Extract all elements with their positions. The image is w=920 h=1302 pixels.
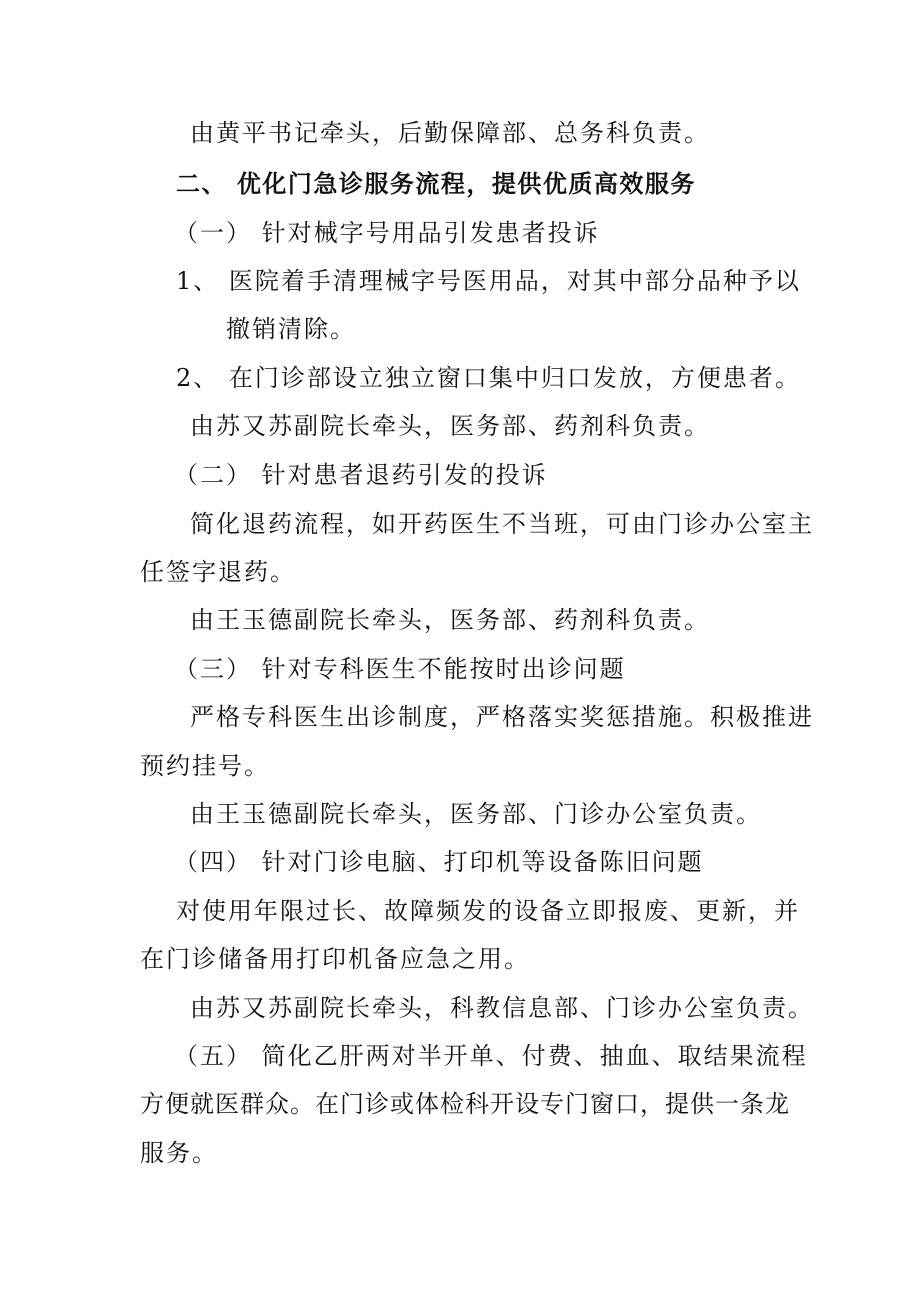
section-heading: 二、 优化门急诊服务流程，提供优质高效服务 xyxy=(176,169,696,198)
responsibility-line: 由王玉德副院长牵头，医务部、药剂科负责。 xyxy=(190,606,710,634)
paragraph-line: 任签字退药。 xyxy=(140,558,296,586)
paragraph-line: 预约挂号。 xyxy=(140,752,270,780)
subsection-heading: （四） 针对门诊电脑、打印机等设备陈旧问题 xyxy=(174,848,704,876)
paragraph-line: 严格专科医生出诊制度，严格落实奖惩措施。积极推进 xyxy=(190,703,814,731)
subsection-heading: （五） 简化乙肝两对半开单、付费、抽血、取结果流程 xyxy=(174,1042,808,1070)
paragraph-line: 服务。 xyxy=(140,1139,218,1167)
numbered-item: 2、 在门诊部设立独立窗口集中归口发放，方便患者。 xyxy=(176,364,801,392)
responsibility-line: 由苏又苏副院长牵头，科教信息部、门诊办公室负责。 xyxy=(190,994,814,1022)
paragraph-line: 对使用年限过长、故障频发的设备立即报废、更新，并 xyxy=(176,897,800,925)
numbered-item-continuation: 撤销清除。 xyxy=(226,315,356,343)
paragraph-line: 在门诊储备用打印机备应急之用。 xyxy=(140,945,530,973)
responsibility-line: 由黄平书记牵头，后勤保障部、总务科负责。 xyxy=(190,119,710,147)
subsection-heading: （三） 针对专科医生不能按时出诊问题 xyxy=(174,655,626,683)
responsibility-line: 由苏又苏副院长牵头，医务部、药剂科负责。 xyxy=(190,412,710,440)
paragraph-line: 方便就医群众。在门诊或体检科开设专门窗口，提供一条龙 xyxy=(140,1090,790,1118)
paragraph-line: 简化退药流程，如开药医生不当班，可由门诊办公室主 xyxy=(190,510,814,538)
subsection-heading: （一） 针对械字号用品引发患者投诉 xyxy=(174,219,600,247)
subsection-heading: （二） 针对患者退药引发的投诉 xyxy=(174,461,548,489)
numbered-item: 1、 医院着手清理械字号医用品，对其中部分品种予以 xyxy=(176,267,801,295)
responsibility-line: 由王玉德副院长牵头，医务部、门诊办公室负责。 xyxy=(190,800,762,828)
